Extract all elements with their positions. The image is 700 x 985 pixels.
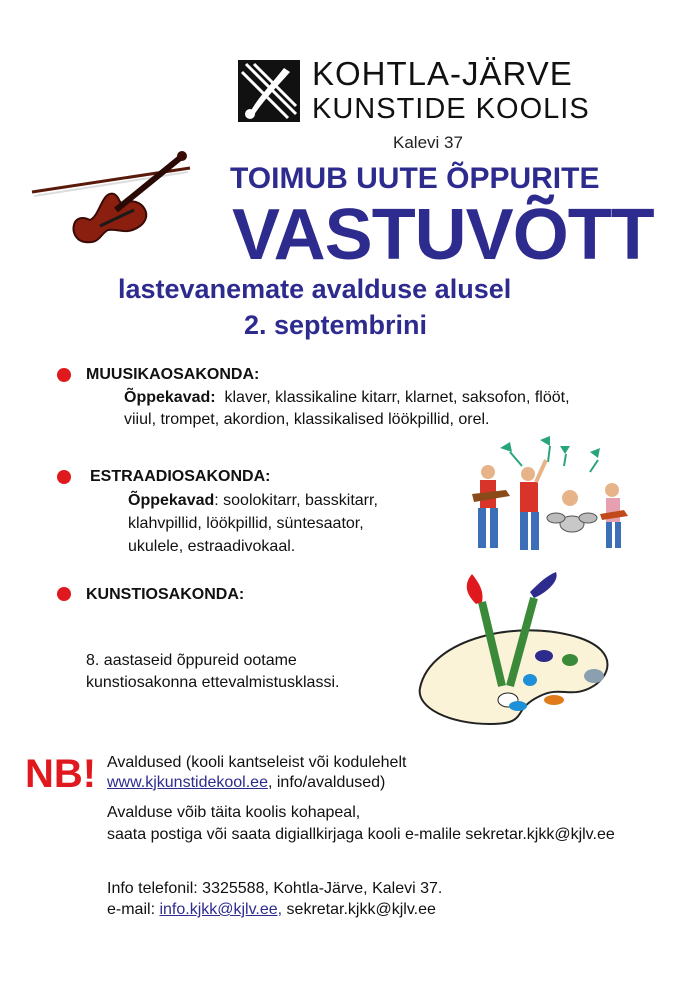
art-dept-title: KUNSTIOSAKONDA: (86, 586, 245, 603)
school-address: Kalevi 37 (393, 133, 463, 152)
school-name-line2: KUNSTIDE KOOLIS (312, 93, 590, 125)
school-name-line1: KOHTLA-JÄRVE (312, 55, 573, 92)
bullet-icon (57, 368, 71, 382)
music-dept-programs (124, 387, 570, 409)
headline-top: TOIMUB UUTE ÕPPURITE (230, 162, 600, 195)
bullet-icon (57, 587, 71, 601)
email-rest: sekretar.kjkk@kjlv.ee (282, 901, 436, 918)
nb-label: NB! (25, 752, 97, 796)
paint-palette-icon (410, 568, 620, 728)
notice-line4: saata postiga või saata digiallkirjaga kooli e-malile sekretar.kjkk@kjlv.ee (107, 826, 615, 843)
notice-line2-rest: , info/avaldused) (267, 774, 386, 791)
music-programs-line2: viiul, trompet, akordion, klassikalised löökpillid, orel. (124, 411, 490, 428)
pop-programs-line1: : soolokitarr, basskitarr, (214, 492, 378, 509)
pop-programs-line3: ukulele, estraadivokaal. (128, 538, 296, 555)
email-link[interactable]: info.kjkk@kjlv.ee, (159, 901, 283, 918)
art-dept-line1: 8. aastaseid õppureid ootame (86, 652, 297, 669)
pop-dept-programs (128, 490, 378, 512)
music-programs-label: Õppekavad: (124, 389, 216, 406)
art-dept-line2: kunstiosakonna ettevalmistusklassi. (86, 674, 340, 691)
notice-line2 (107, 772, 385, 794)
subheadline-2: 2. septembrini (244, 310, 428, 340)
notice-line3: Avalduse võib täita koolis kohapeal, (107, 804, 361, 821)
headline-main: VASTUVÕTT (232, 195, 654, 275)
music-dept-title: MUUSIKAOSAKONDA: (86, 366, 260, 383)
band-illustration-icon (460, 436, 640, 556)
email-label: e-mail: (107, 901, 160, 918)
bullet-icon (57, 470, 71, 484)
pop-dept-title: ESTRAADIOSAKONDA: (90, 468, 271, 485)
school-website-link[interactable]: www.kjkunstidekool.ee (107, 774, 268, 791)
contact-phone-line: Info telefonil: 3325588, Kohtla-Järve, Kalevi 37. (107, 880, 443, 897)
notice-line1: Avaldused (kooli kantseleist või kodulehelt (107, 754, 407, 771)
subheadline-1: lastevanemate avalduse alusel (118, 274, 512, 304)
violin-icon (30, 150, 200, 250)
music-programs-line1: klaver, klassikaline kitarr, klarnet, saksofon, flööt, (224, 389, 570, 406)
school-logo-icon (238, 60, 300, 122)
contact-email-line (107, 899, 436, 921)
pop-programs-label: Õppekavad (128, 492, 215, 509)
pop-programs-line2: klahvpillid, löökpillid, süntesaator, (128, 515, 364, 532)
